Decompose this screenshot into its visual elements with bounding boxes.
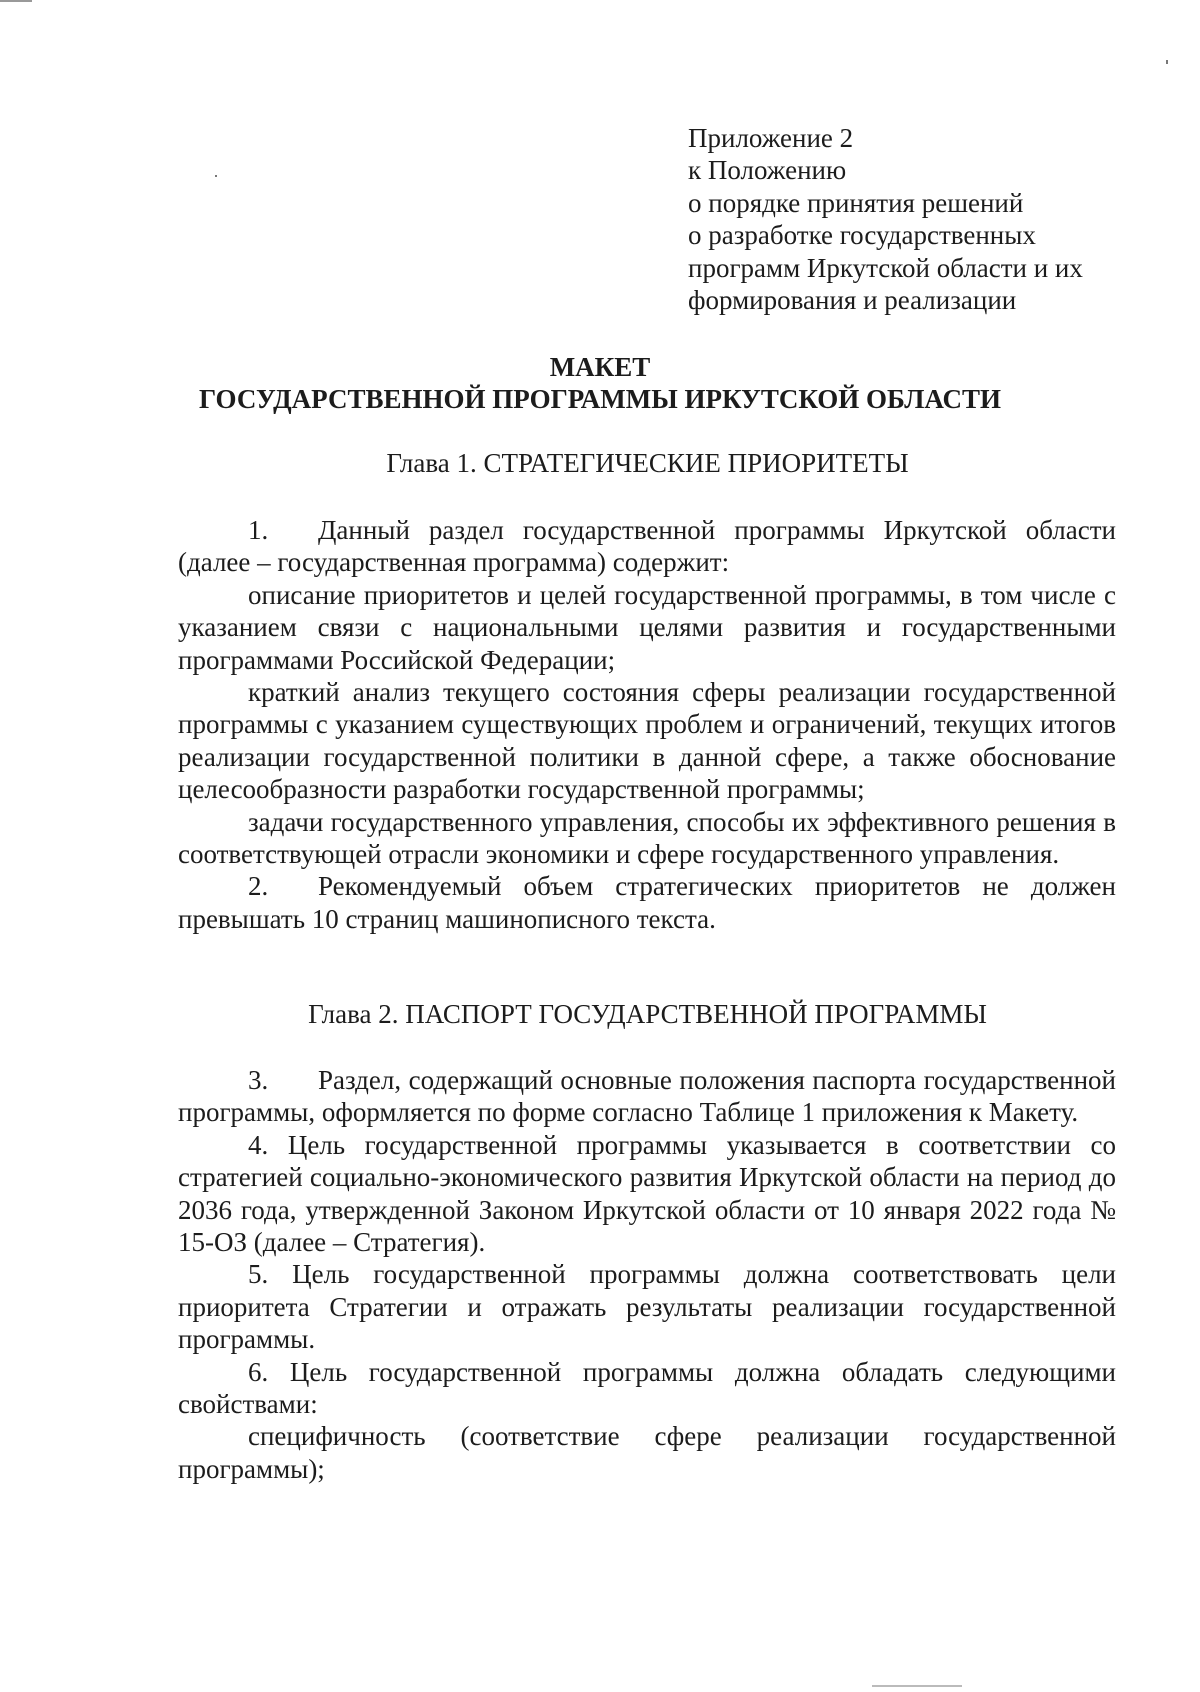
appendix-line: о порядке принятия решений <box>688 187 1024 218</box>
paragraph-number: 3. <box>248 1065 269 1095</box>
appendix-note <box>688 122 1128 316</box>
paragraph-number: 2. <box>248 871 269 902</box>
chapter-1-heading: Глава 1. СТРАТЕГИЧЕСКИЕ ПРИОРИТЕТЫ <box>386 448 909 478</box>
appendix-line: о разработке государственных <box>688 220 1036 251</box>
appendix-line: формирования и реализации <box>688 284 1017 315</box>
paragraph-6: 6. Цель государственной программы должна обладать следующими свойствами: <box>178 1356 1116 1420</box>
paragraph-3 <box>178 1064 1116 1129</box>
paragraph-5: 5. Цель государственной программы должна соответствовать цели приоритета Стратегии и отражать результаты реализации государственной программы. <box>178 1259 1116 1355</box>
scan-mark <box>1166 60 1168 64</box>
paragraph-1-item: описание приоритетов и целей государственной программы, в том числе с указанием связи с национальными целями развития и государственными программами Российской Федерации; <box>178 579 1116 675</box>
document-subtitle: ГОСУДАРСТВЕННОЙ ПРОГРАММЫ ИРКУТСКОЙ ОБЛАСТИ <box>199 384 1001 414</box>
appendix-line: к Положению <box>688 155 847 186</box>
appendix-line: Приложение 2 <box>688 123 854 153</box>
paragraph-text: Данный раздел государственной программы Иркутской области (далее – государственная программа) содержит: <box>178 515 1116 578</box>
paragraph-number: 1. <box>248 515 269 545</box>
paragraph-2 <box>178 870 1116 935</box>
appendix-line: программ Иркутской области и их <box>688 252 1083 283</box>
paragraph-1 <box>178 514 1116 579</box>
chapter-1-body <box>178 514 1116 935</box>
chapter-2-heading: Глава 2. ПАСПОРТ ГОСУДАРСТВЕННОЙ ПРОГРАММЫ <box>308 999 987 1029</box>
scan-mark <box>872 1685 962 1687</box>
paragraph-1-item: краткий анализ текущего состояния сферы реализации государственной программы с указанием существующих проблем и ограничений, текущих итогов реализации государственной политики в данной сфере, а также обоснование целесообразности разработки государственной программы; <box>178 677 1116 805</box>
paragraph-text: Раздел, содержащий основные положения паспорта государственной программы, оформляется по форме согласно Таблице 1 приложения к Макету. <box>178 1065 1116 1128</box>
paragraph-4: 4. Цель государственной программы указывается в соответствии со стратегией социально-экономического развития Иркутской области на период до 2036 года, утвержденной Законом Иркутской области от 10 января 2022 года № 15-ОЗ (далее – Стратегия). <box>178 1129 1116 1258</box>
document-title: МАКЕТ <box>549 352 651 382</box>
scan-mark <box>215 175 217 177</box>
paragraph-6-item: специфичность (соответствие сфере реализации государственной программы); <box>178 1421 1116 1484</box>
paragraph-1-item: задачи государственного управления, способы их эффективного решения в соответствующей отрасли экономики и сфере государственного управления. <box>178 806 1116 870</box>
chapter-2-body <box>178 1064 1116 1485</box>
scan-mark <box>0 0 32 2</box>
paragraph-text: Рекомендуемый объем стратегических приоритетов не должен превышать 10 страниц машинописного текста. <box>178 871 1116 934</box>
